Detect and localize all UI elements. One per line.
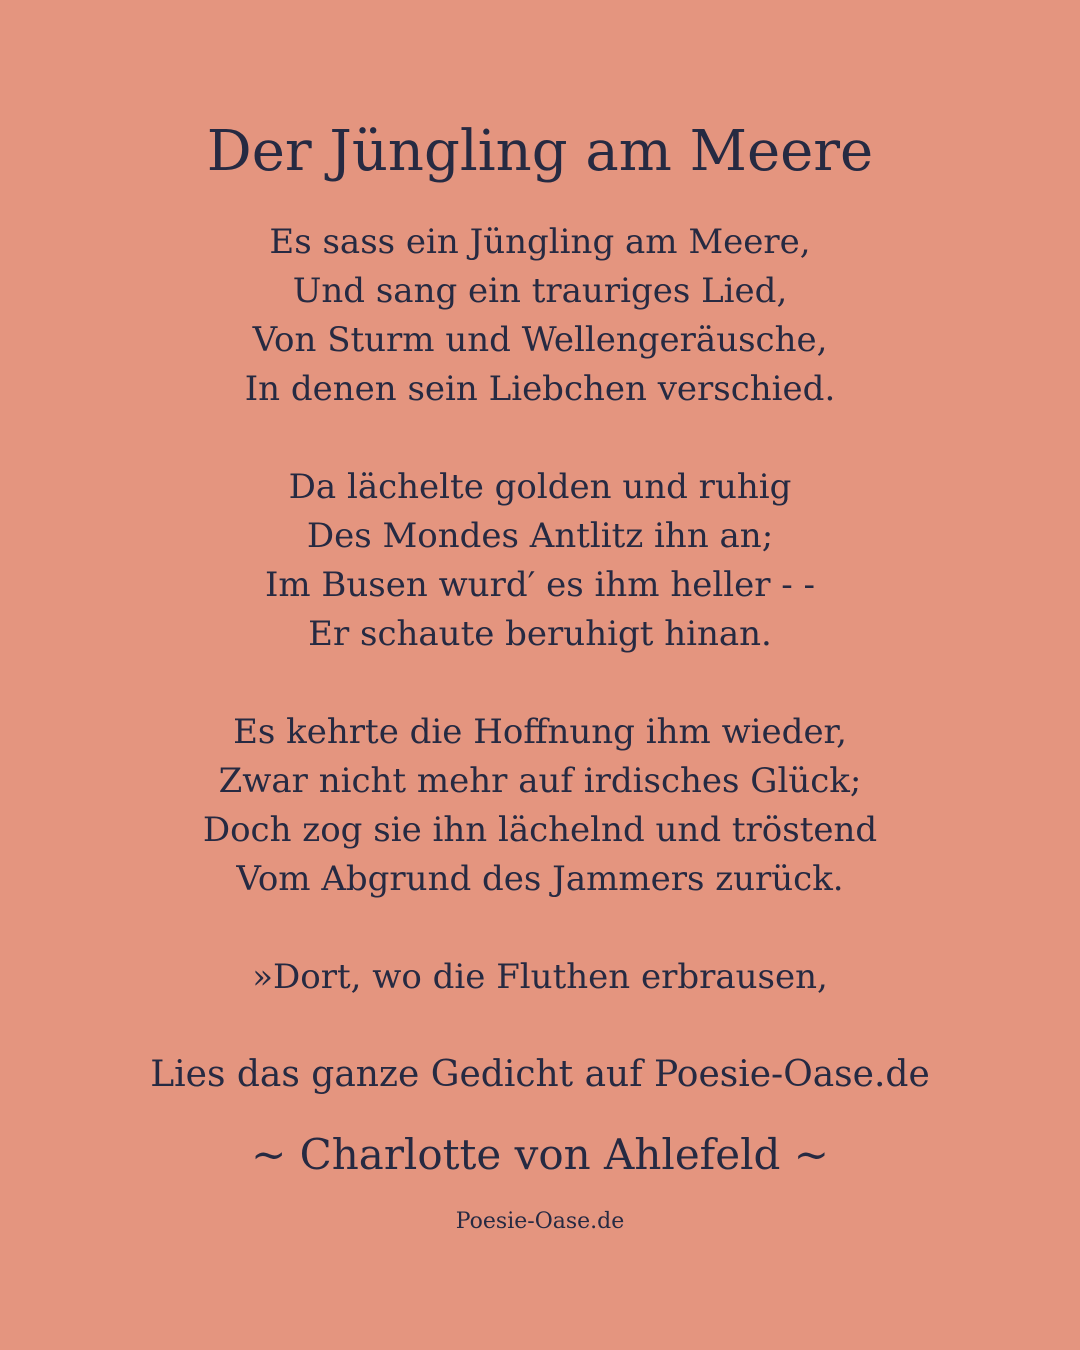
poem-line: Es sass ein Jüngling am Meere, (269, 222, 811, 262)
poem-line: Zwar nicht mehr auf irdisches Glück; (218, 761, 862, 801)
poem-line: Da lächelte golden und ruhig (288, 467, 792, 507)
author-name: ~ Charlotte von Ahlefeld ~ (251, 1130, 829, 1179)
poem-line: In denen sein Liebchen verschied. (244, 369, 836, 409)
poem-line: Es kehrte die Hoffnung ihm wieder, (233, 712, 847, 752)
poem-line: Und sang ein trauriges Lied, (292, 271, 788, 311)
poem-line: Des Mondes Antlitz ihn an; (306, 516, 774, 556)
poem-line: »Dort, wo die Fluthen erbrausen, (252, 957, 828, 997)
poem-title: Der Jüngling am Meere (206, 119, 874, 184)
poem-line: Doch zog sie ihn lächelnd und tröstend (202, 810, 878, 850)
stanza (0, 463, 1080, 659)
poem-line: Im Busen wurd′ es ihm heller - - (264, 565, 816, 605)
poem-body (0, 218, 1080, 1051)
site-credit: Poesie-Oase.de (455, 1209, 625, 1234)
poem-line: Vom Abgrund des Jammers zurück. (236, 859, 844, 899)
stanza (0, 218, 1080, 414)
poem-line: Er schaute beruhigt hinan. (308, 614, 772, 654)
read-more-text: Lies das ganze Gedicht auf Poesie-Oase.de (150, 1054, 930, 1095)
stanza (0, 953, 1080, 1002)
stanza (0, 708, 1080, 904)
poem-line: Von Sturm und Wellengeräusche, (252, 320, 828, 360)
